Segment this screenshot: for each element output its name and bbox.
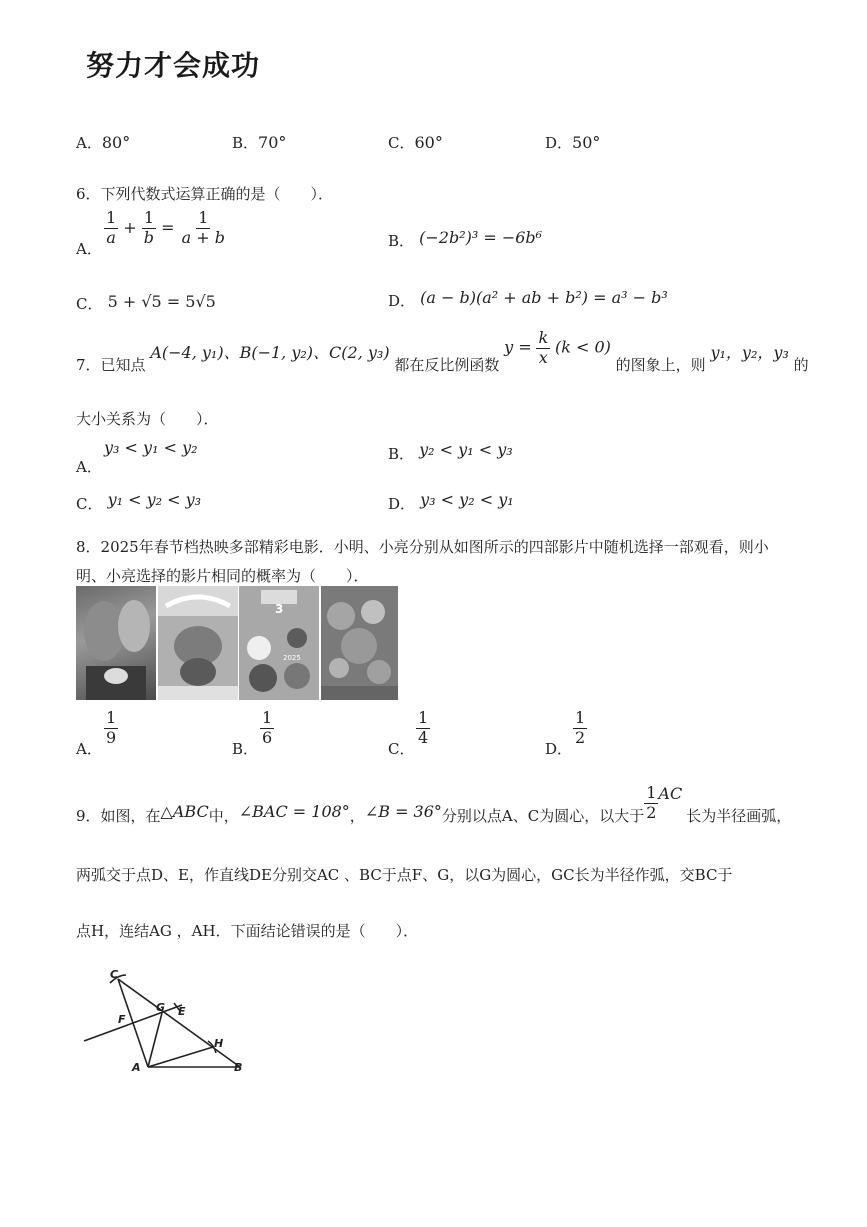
label-f: F: [118, 1013, 126, 1026]
math-expression: 5 + √5 = 5√5: [107, 292, 216, 311]
q8-stem-line1: 8．2025年春节档热映多部精彩电影．小明、小亮分别从如图所示的四部影片中随机选择一部观看，则小: [76, 538, 769, 556]
q9-segment-ac: AC: [658, 784, 683, 803]
q9-separator: ，: [349, 807, 365, 825]
q7-option-c[interactable]: [76, 490, 201, 514]
q9-triangle: △ABC: [160, 802, 209, 821]
q9-stem-text: 9．如图，在: [76, 807, 161, 825]
denominator: b: [143, 227, 155, 247]
fraction: [104, 210, 118, 247]
label-e: E: [178, 1005, 186, 1018]
math-expression: (a − b)(a² + ab + b²) = a³ − b³: [420, 288, 668, 307]
option-label: D．: [388, 292, 416, 310]
q9-stem-line2: 两弧交于点D、E，作直线DE分别交AC 、BC于点F、G，以G为圆心，GC长为半径作弧，交BC于: [76, 866, 733, 884]
q6-stem: 6．下列代数式运算正确的是（ ）．: [76, 185, 334, 203]
q7-option-b[interactable]: [388, 440, 513, 464]
q8-stem-line2: 明、小亮选择的影片相同的概率为（ ）．: [76, 567, 369, 585]
label-g: G: [156, 1001, 166, 1014]
label-c: C: [110, 968, 119, 981]
q9-geometry-figure: [80, 965, 260, 1084]
q5-option-c[interactable]: [388, 132, 443, 153]
option-label: B．: [232, 134, 259, 152]
option-value: 80°: [101, 133, 131, 152]
poster-3-number: 3: [275, 602, 284, 616]
q5-option-b[interactable]: [232, 132, 286, 153]
operator: +: [123, 217, 137, 237]
fraction: [573, 710, 587, 747]
fraction: [260, 710, 274, 747]
label-h: H: [214, 1037, 224, 1050]
math-expression: (−2b²)³ = −6b⁶: [419, 228, 543, 247]
option-label: C．: [76, 295, 103, 313]
q9-stem-text: 分别以点A、C为圆心，以大于: [441, 807, 645, 825]
q7-option-d[interactable]: [388, 490, 514, 514]
denominator: 4: [418, 727, 429, 747]
denominator: x: [538, 347, 548, 367]
option-label: C．: [76, 495, 103, 513]
q7-vars: y₁，y₂，y₃: [710, 343, 789, 362]
q6-option-b[interactable]: [388, 228, 542, 251]
numerator: k: [538, 328, 549, 347]
q7-stem-text: 的图象上，则: [615, 356, 706, 374]
q7-stem: [76, 328, 809, 375]
q9-angle-b: ∠B = 36°: [364, 802, 442, 821]
poster-2-art: [158, 586, 238, 700]
math-expression: y₃ < y₂ < y₁: [420, 490, 514, 509]
option-value: 50°: [572, 133, 601, 152]
geometry-diagram: [80, 965, 260, 1080]
q7-stem-line2: 大小关系为（ ）．: [76, 410, 219, 428]
numerator: 1: [646, 782, 657, 802]
denominator: a: [106, 227, 116, 247]
math-expression: y₂ < y₁ < y₃: [419, 440, 513, 459]
numerator: 1: [418, 708, 429, 727]
q7-stem-text: 的: [793, 356, 809, 374]
denominator: 6: [262, 727, 273, 747]
denominator: 2: [646, 802, 657, 822]
label-b: B: [234, 1061, 243, 1074]
function-condition: (k < 0): [554, 337, 611, 357]
fraction: [644, 782, 658, 822]
option-label: B．: [232, 740, 259, 758]
movie-poster-2: [158, 586, 238, 700]
numerator: 1: [106, 208, 117, 227]
q7-stem-text: 都在反比例函数: [394, 356, 500, 374]
q6-option-d[interactable]: [388, 288, 668, 311]
numerator: 1: [575, 708, 586, 727]
q7-stem-text: 7．已知点: [76, 356, 146, 374]
q5-option-a[interactable]: [76, 132, 130, 153]
poster-4-art: [321, 586, 398, 700]
option-value: 70°: [258, 133, 287, 152]
option-label: D．: [388, 495, 416, 513]
numerator: 1: [106, 708, 117, 727]
fraction: [416, 710, 430, 747]
label-a: A: [132, 1061, 141, 1074]
math-expression: [104, 210, 227, 247]
denominator: 2: [575, 727, 586, 747]
fraction: [104, 710, 118, 747]
q9-stem-line3: 点H，连结AG ，AH．下面结论错误的是（ ）．: [76, 922, 419, 940]
option-label: B．: [388, 445, 415, 463]
math-expression: y₁ < y₂ < y₃: [107, 490, 202, 509]
q9-stem-line1: [76, 784, 791, 826]
poster-1-art: [76, 586, 156, 700]
q7-points: A(−4, y₁)、B(−1, y₂)、C(2, y₃): [150, 343, 390, 362]
movie-poster-4: [321, 586, 398, 700]
option-label: D．: [545, 134, 573, 152]
operator: =: [161, 217, 175, 237]
q9-stem-text: 长为半径画弧，: [686, 807, 792, 825]
denominator: a + b: [181, 227, 225, 247]
option-value: 60°: [414, 133, 443, 152]
option-label: C．: [388, 740, 415, 758]
numerator: 1: [143, 208, 154, 227]
math-expression: y₃ < y₁ < y₂: [104, 438, 198, 457]
fraction: [142, 210, 156, 247]
denominator: 9: [106, 727, 117, 747]
movie-poster-1: [76, 586, 156, 700]
numerator: 1: [198, 208, 209, 227]
option-label: D．: [545, 740, 573, 758]
q9-stem-text: 中，: [208, 807, 239, 825]
option-label: A．: [76, 240, 102, 258]
numerator: 1: [262, 708, 273, 727]
option-label: A．: [76, 740, 102, 758]
option-label: B．: [388, 232, 415, 250]
fraction: [536, 330, 550, 367]
q7-function: [504, 330, 611, 367]
q6-option-c[interactable]: [76, 292, 216, 314]
movie-poster-3: [239, 586, 319, 700]
page-header: 努力才会成功: [86, 49, 261, 82]
poster-3-year: 2025: [283, 654, 301, 662]
q5-option-d[interactable]: [545, 132, 600, 153]
function-lhs: y =: [504, 337, 532, 357]
option-label: C．: [388, 134, 415, 152]
movie-posters: [76, 586, 398, 700]
option-label: A．: [76, 134, 102, 152]
option-label: A．: [76, 458, 102, 476]
q9-angle-bac: ∠BAC = 108°: [238, 802, 350, 821]
fraction: [180, 210, 227, 247]
